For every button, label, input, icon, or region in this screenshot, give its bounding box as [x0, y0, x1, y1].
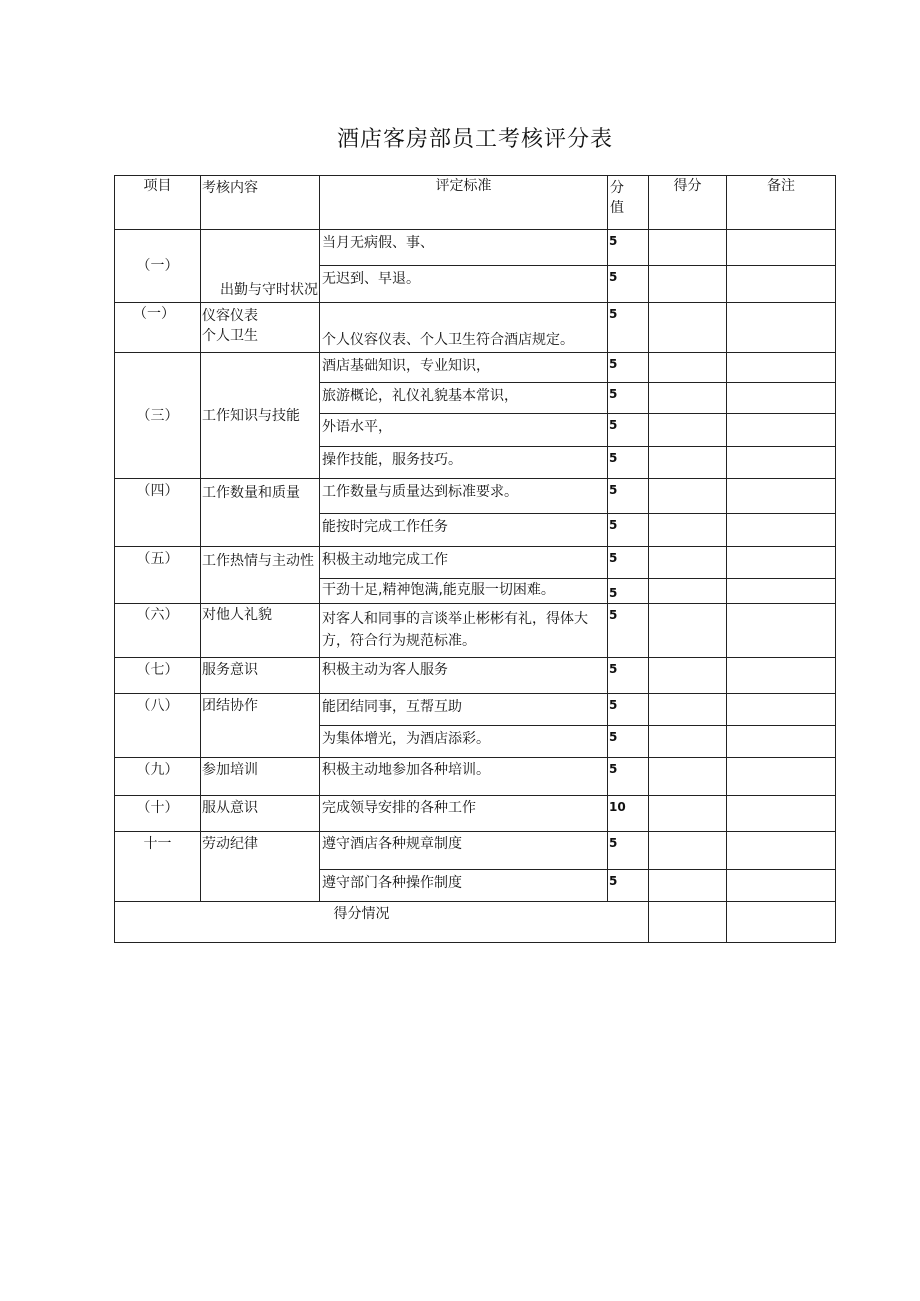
table-row: [115, 604, 836, 658]
criterion-cell: 能团结同事，互帮互助: [320, 694, 608, 726]
section-5-content: 工作热情与主动性: [201, 547, 320, 604]
criterion-cell: 无迟到、早退。: [320, 266, 608, 303]
total-row: [115, 902, 836, 943]
points-cell: 5: [608, 694, 649, 726]
section-2-content-line1: 仪容仪表: [202, 308, 258, 324]
total-score-cell[interactable]: [649, 902, 727, 943]
remarks-input-cell[interactable]: [727, 479, 836, 514]
remarks-input-cell[interactable]: [727, 230, 836, 266]
score-input-cell[interactable]: [649, 414, 727, 447]
section-2-content-line2: 个人卫生: [202, 328, 258, 344]
section-11-project: 十一: [115, 832, 201, 902]
score-input-cell[interactable]: [649, 758, 727, 796]
header-content: 考核内容: [201, 176, 320, 230]
header-project: 项目: [115, 176, 201, 230]
header-points: [608, 176, 649, 230]
points-cell: 5: [608, 266, 649, 303]
criterion-cell: 遵守部门各种操作制度: [320, 870, 608, 902]
table-row: [115, 479, 836, 514]
remarks-input-cell[interactable]: [727, 514, 836, 547]
score-input-cell[interactable]: [649, 514, 727, 547]
section-10-content: 服从意识: [201, 796, 320, 832]
remarks-input-cell[interactable]: [727, 414, 836, 447]
points-cell: 5: [608, 726, 649, 758]
remarks-input-cell[interactable]: [727, 694, 836, 726]
remarks-input-cell[interactable]: [727, 383, 836, 414]
section-4-content: 工作数量和质量: [201, 479, 320, 547]
points-cell: 5: [608, 832, 649, 870]
criterion-cell: 能按时完成工作任务: [320, 514, 608, 547]
criterion-cell: 工作数量与质量达到标准要求。: [320, 479, 608, 514]
table-row: [115, 547, 836, 579]
criterion-cell: 完成领导安排的各种工作: [320, 796, 608, 832]
section-9-content: 参加培训: [201, 758, 320, 796]
criterion-cell: 积极主动地参加各种培训。: [320, 758, 608, 796]
criterion-cell: 干劲十足,精神饱满,能克服一切困难。: [320, 579, 608, 604]
points-cell: 5: [608, 579, 649, 604]
section-1-project: （一）: [115, 230, 201, 303]
points-cell: 5: [608, 658, 649, 694]
criterion-cell: 旅游概论，礼仪礼貌基本常识，: [320, 383, 608, 414]
section-8-content: 团结协作: [201, 694, 320, 758]
score-input-cell[interactable]: [649, 694, 727, 726]
remarks-input-cell[interactable]: [727, 353, 836, 383]
points-cell: 5: [608, 547, 649, 579]
section-1-content: 出勤与守时状况: [201, 230, 320, 303]
points-cell: 5: [608, 604, 649, 658]
header-points-line2: 值: [610, 200, 624, 216]
section-9-project: （九）: [115, 758, 201, 796]
criterion-cell: 积极主动地完成工作: [320, 547, 608, 579]
points-cell: 10: [608, 796, 649, 832]
header-row: [115, 176, 836, 230]
score-input-cell[interactable]: [649, 796, 727, 832]
section-3-project: （三）: [115, 353, 201, 479]
points-cell: 5: [608, 383, 649, 414]
criterion-cell: 遵守酒店各种规章制度: [320, 832, 608, 870]
section-10-project: （十）: [115, 796, 201, 832]
points-cell: 5: [608, 870, 649, 902]
criterion-cell: 为集体增光，为酒店添彩。: [320, 726, 608, 758]
section-11-content: 劳动纪律: [201, 832, 320, 902]
total-label: 得分情况: [115, 902, 649, 943]
section-4-project: （四）: [115, 479, 201, 547]
remarks-input-cell[interactable]: [727, 870, 836, 902]
points-cell: 5: [608, 514, 649, 547]
score-input-cell[interactable]: [649, 579, 727, 604]
remarks-input-cell[interactable]: [727, 758, 836, 796]
remarks-input-cell[interactable]: [727, 796, 836, 832]
score-input-cell[interactable]: [649, 832, 727, 870]
section-6-content: 对他人礼貌: [201, 604, 320, 658]
score-input-cell[interactable]: [649, 479, 727, 514]
remarks-input-cell[interactable]: [727, 547, 836, 579]
criterion-cell: 当月无病假、事、: [320, 230, 608, 266]
score-input-cell[interactable]: [649, 353, 727, 383]
evaluation-table: [114, 175, 836, 943]
section-2-project: （一）: [115, 303, 201, 353]
score-input-cell[interactable]: [649, 383, 727, 414]
header-points-line1: 分: [610, 180, 624, 196]
remarks-input-cell[interactable]: [727, 266, 836, 303]
header-criteria: 评定标准: [320, 176, 608, 230]
total-remarks-cell[interactable]: [727, 902, 836, 943]
remarks-input-cell[interactable]: [727, 658, 836, 694]
score-input-cell[interactable]: [649, 230, 727, 266]
table-row: [115, 230, 836, 266]
points-cell: 5: [608, 230, 649, 266]
score-input-cell[interactable]: [649, 303, 727, 353]
score-input-cell[interactable]: [649, 266, 727, 303]
criterion-cell: 外语水平，: [320, 414, 608, 447]
score-input-cell[interactable]: [649, 604, 727, 658]
points-cell: 5: [608, 303, 649, 353]
remarks-input-cell[interactable]: [727, 604, 836, 658]
remarks-input-cell[interactable]: [727, 832, 836, 870]
table-row: [115, 658, 836, 694]
section-7-content: 服务意识: [201, 658, 320, 694]
table-row: [115, 694, 836, 726]
criterion-cell: 个人仪容仪表、个人卫生符合酒店规定。: [320, 303, 608, 353]
points-cell: 5: [608, 447, 649, 479]
points-cell: 5: [608, 479, 649, 514]
remarks-input-cell[interactable]: [727, 303, 836, 353]
score-input-cell[interactable]: [649, 870, 727, 902]
section-8-project: （八）: [115, 694, 201, 758]
table-row: [115, 758, 836, 796]
criterion-cell: 酒店基础知识，专业知识，: [320, 353, 608, 383]
section-2-content: [201, 303, 320, 353]
page-title: 酒店客房部员工考核评分表: [336, 127, 613, 152]
criterion-cell: 操作技能，服务技巧。: [320, 447, 608, 479]
table-row: [115, 303, 836, 353]
criterion-cell: 对客人和同事的言谈举止彬彬有礼，得体大方，符合行为规范标准。: [320, 604, 608, 658]
table-row: [115, 796, 836, 832]
score-input-cell[interactable]: [649, 547, 727, 579]
score-input-cell[interactable]: [649, 447, 727, 479]
section-5-project: （五）: [115, 547, 201, 604]
points-cell: 5: [608, 758, 649, 796]
remarks-input-cell[interactable]: [727, 579, 836, 604]
score-input-cell[interactable]: [649, 726, 727, 758]
table-row: [115, 353, 836, 383]
score-input-cell[interactable]: [649, 658, 727, 694]
section-3-content: 工作知识与技能: [201, 353, 320, 479]
remarks-input-cell[interactable]: [727, 726, 836, 758]
table-row: [115, 832, 836, 870]
section-6-project: （六）: [115, 604, 201, 658]
header-score: 得分: [649, 176, 727, 230]
header-remarks: 备注: [727, 176, 836, 230]
remarks-input-cell[interactable]: [727, 447, 836, 479]
criterion-cell: 积极主动为客人服务: [320, 658, 608, 694]
section-7-project: （七）: [115, 658, 201, 694]
points-cell: 5: [608, 353, 649, 383]
points-cell: 5: [608, 414, 649, 447]
